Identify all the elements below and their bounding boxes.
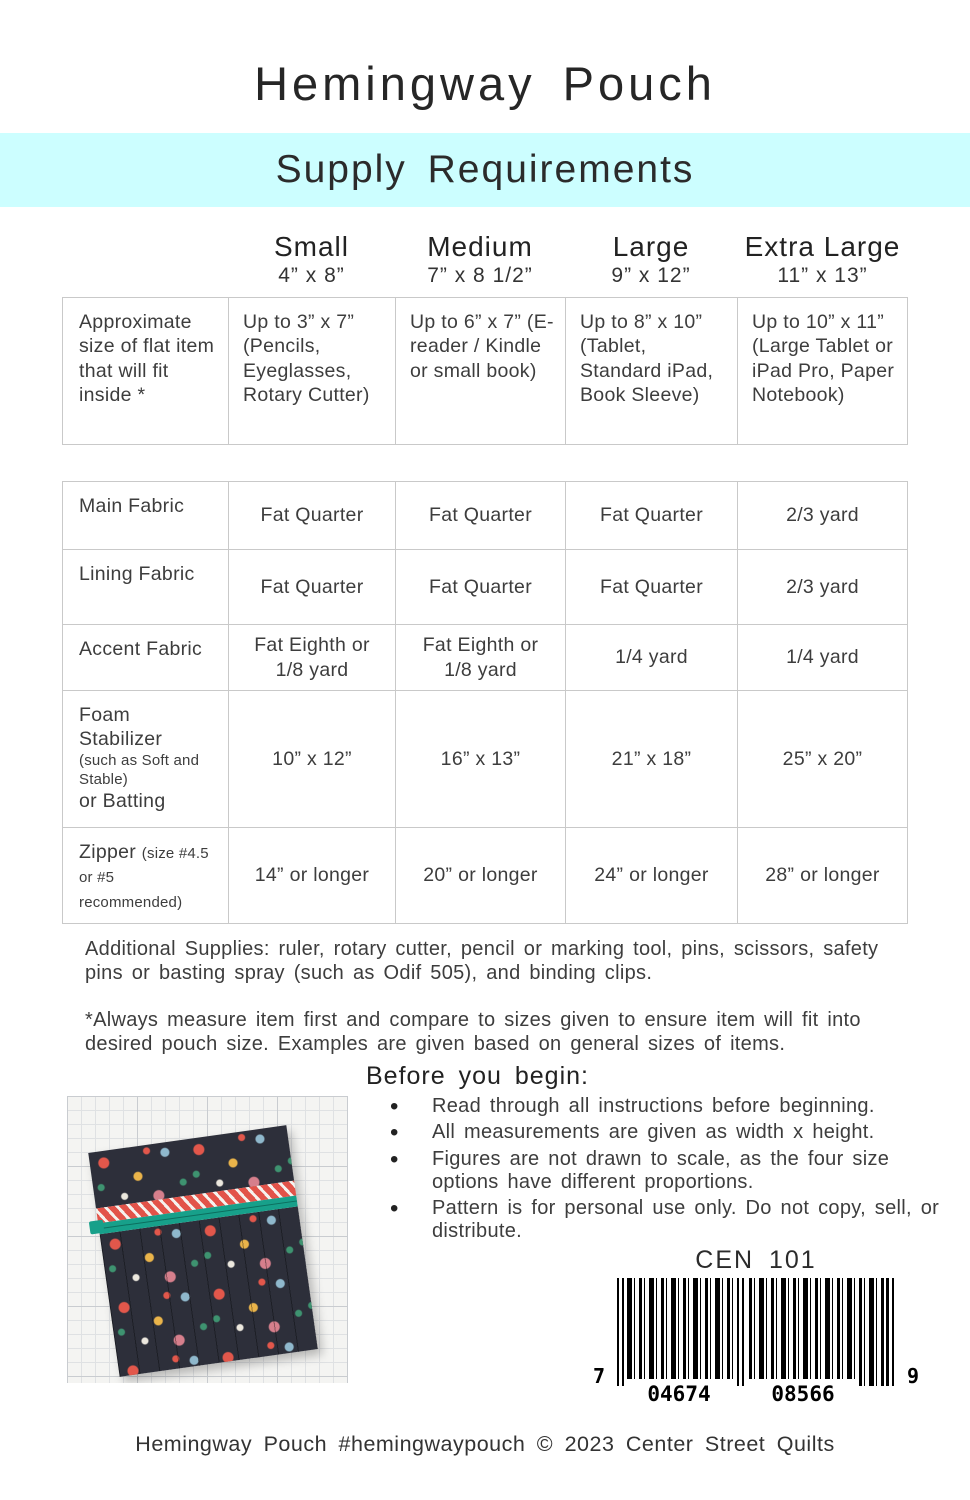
fit-cell-extra-large: Up to 10” x 11” (Large Tablet or iPad Pro, Paper Notebook) [737,298,907,444]
size-dims: 4” x 8” [278,264,345,287]
cell-small: Fat Quarter [228,550,395,624]
pouch-body [100,1207,318,1377]
cell-small: Fat Quarter [228,482,395,549]
barcode-digit-outer-right: 9 [906,1364,919,1389]
table-row-accent-fabric [63,624,907,690]
cell-medium: Fat Eighth or 1/8 yard [395,625,565,690]
cell-small: 10” x 12” [228,691,395,827]
barcode-digits-left: 04674 [625,1379,733,1406]
cell-extra-large: 28” or longer [737,828,907,923]
cell-small: 14” or longer [228,828,395,923]
barcode-guard-middle [737,1278,745,1386]
pouch-photo [67,1096,348,1383]
row-label: Main Fabric [79,495,185,517]
row-label-note: (such as Soft and Stable) [79,751,200,788]
size-column-headers [62,231,908,288]
row-label-suffix: or Batting [79,790,166,813]
size-column-large [565,231,737,288]
cell-small: Fat Eighth or 1/8 yard [228,625,395,690]
size-dims: 9” x 12” [611,264,691,287]
size-header-spacer [62,231,228,288]
table-row-foam-stabilizer [63,690,907,827]
cell-large: 24” or longer [565,828,737,923]
product-code: CEN 101 [695,1246,817,1275]
before-you-begin-section [366,1062,946,1406]
cell-medium: 16” x 13” [395,691,565,827]
zipper-pull [89,1220,105,1235]
barcode-bars [617,1278,895,1386]
cell-large: Fat Quarter [565,482,737,549]
size-name: Medium [427,231,533,262]
row-label-main: Zipper [79,841,137,863]
size-dims: 11” x 13” [777,264,868,287]
table-row-main-fabric [63,482,907,549]
fit-size-table [62,297,908,445]
barcode-guard-left [617,1278,625,1386]
fit-cell-large: Up to 8” x 10” (Tablet, Standard iPad, Book Sleeve) [565,298,737,444]
size-name: Small [273,231,349,262]
cell-extra-large: 2/3 yard [737,482,907,549]
cell-medium: 20” or longer [395,828,565,923]
cell-extra-large: 2/3 yard [737,550,907,624]
cell-large: Fat Quarter [565,550,737,624]
size-column-extra-large [737,231,908,288]
footer-credit: Hemingway Pouch #hemingwaypouch © 2023 Center Street Quilts [135,1432,835,1457]
row-label: Accent Fabric [79,638,203,660]
barcode-guard-right [887,1278,895,1386]
measure-first-note: *Always measure item first and compare to sizes given to ensure item will fit into desired pouch size. Examples are given based on general sizes of items. [85,1009,861,1056]
list-item: • All measurements are given as width x height. [366,1121,946,1144]
table-row [63,298,907,444]
cell-medium: Fat Quarter [395,482,565,549]
row-label-note: (size #4.5 or #5 recommended) [79,845,209,911]
additional-supplies-note: Additional Supplies: ruler, rotary cutter, pencil or marking tool, pins, scissors, safety pins or basting spray (such as Odif 505), and binding clips. [85,938,879,985]
size-name: Extra Large [744,231,901,262]
product-code-block [591,1246,921,1406]
fit-cell-small: Up to 3” x 7” (Pencils, Eyeglasses, Rotary Cutter) [228,298,395,444]
row-label: Lining Fabric [79,563,195,585]
before-you-begin-list [366,1095,946,1243]
banner-label: Supply Requirements [275,148,695,191]
supply-table [62,481,908,924]
table-row-lining-fabric [63,549,907,624]
table-row-zipper [63,827,907,923]
list-item: • Figures are not drawn to scale, as the four size options have different proportions. [366,1148,946,1194]
cell-large: 21” x 18” [565,691,737,827]
size-column-medium [395,231,565,288]
barcode-digit-outer-left: 7 [593,1364,606,1389]
barcode-digits-right: 08566 [749,1379,857,1406]
fit-cell-medium: Up to 6” x 7” (E-reader / Kindle or small book) [395,298,565,444]
fit-row-label: Approximate size of flat item that will fit inside * [79,311,215,407]
upc-barcode [591,1278,921,1406]
size-column-small [228,231,395,288]
size-dims: 7” x 8 1/2” [427,264,533,287]
row-label [63,691,228,827]
cell-extra-large: 1/4 yard [737,625,907,690]
bottom-section [0,1062,970,1406]
supply-requirements-banner [0,133,970,207]
cell-large: 1/4 yard [565,625,737,690]
row-label [63,828,228,923]
size-name: Large [612,231,690,262]
cell-extra-large: 25” x 20” [737,691,907,827]
before-you-begin-heading: Before you begin: [366,1062,589,1091]
list-item: • Pattern is for personal use only. Do not copy, sell, or distribute. [366,1197,946,1243]
pouch-illustration [88,1125,318,1377]
page-title: Hemingway Pouch [254,57,716,110]
row-label-main: Foam Stabilizer [79,704,163,751]
cell-medium: Fat Quarter [395,550,565,624]
list-item: • Read through all instructions before beginning. [366,1095,946,1118]
